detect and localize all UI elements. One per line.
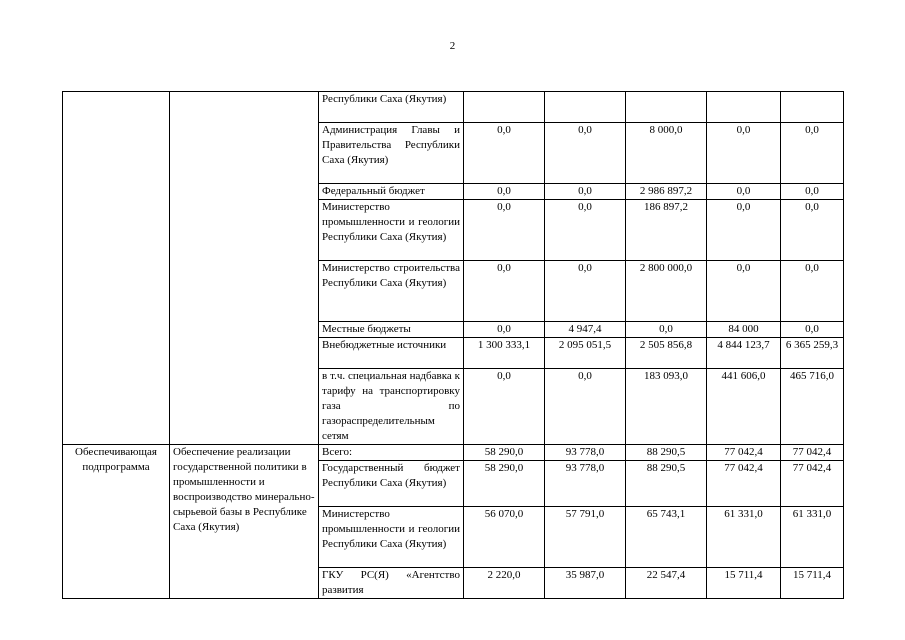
value-cell: 0,0: [626, 322, 707, 338]
value-cell: [781, 92, 844, 123]
value-cell: 15 711,4: [781, 568, 844, 599]
value-cell: 0,0: [707, 200, 781, 261]
value-cell: 88 290,5: [626, 445, 707, 461]
value-cell: 186 897,2: [626, 200, 707, 261]
value-cell: 77 042,4: [781, 461, 844, 507]
value-cell: 0,0: [464, 369, 545, 445]
funding-source: Администрация Главы и Правительства Республики Саха (Якутия): [319, 123, 464, 184]
value-cell: 6 365 259,3: [781, 338, 844, 369]
value-cell: 2 505 856,8: [626, 338, 707, 369]
value-cell: [626, 92, 707, 123]
value-cell: 465 716,0: [781, 369, 844, 445]
value-cell: 0,0: [707, 184, 781, 200]
value-cell: 0,0: [781, 123, 844, 184]
value-cell: 88 290,5: [626, 461, 707, 507]
funding-source: в т.ч. специальная надбавка к тарифу на транспортировку газа по газораспределительным сетям: [319, 369, 464, 445]
funding-table: [62, 91, 844, 599]
value-cell: [464, 92, 545, 123]
value-cell: 77 042,4: [781, 445, 844, 461]
value-cell: [545, 92, 626, 123]
value-cell: 8 000,0: [626, 123, 707, 184]
funding-source: Федеральный бюджет: [319, 184, 464, 200]
value-cell: 0,0: [781, 322, 844, 338]
value-cell: 0,0: [781, 261, 844, 322]
table-row: [63, 445, 844, 461]
program-cell-continued: [63, 92, 170, 445]
value-cell: 1 300 333,1: [464, 338, 545, 369]
funding-source: Всего:: [319, 445, 464, 461]
value-cell: 0,0: [464, 322, 545, 338]
funding-source: Местные бюджеты: [319, 322, 464, 338]
value-cell: 0,0: [464, 200, 545, 261]
value-cell: 35 987,0: [545, 568, 626, 599]
funding-source: Министерство промышленности и геологии Республики Саха (Якутия): [319, 507, 464, 568]
value-cell: 57 791,0: [545, 507, 626, 568]
value-cell: 183 093,0: [626, 369, 707, 445]
value-cell: 0,0: [545, 261, 626, 322]
value-cell: 58 290,0: [464, 445, 545, 461]
program-description: Обеспечение реализации государственной политики в промышленности и воспроизводство минерально-сырьевой базы в Республике Саха (Якутия): [170, 445, 319, 599]
value-cell: 0,0: [781, 200, 844, 261]
table-row: [63, 92, 844, 123]
value-cell: 0,0: [781, 184, 844, 200]
value-cell: 0,0: [545, 369, 626, 445]
funding-source: Министерство строительства Республики Саха (Якутия): [319, 261, 464, 322]
funding-source: Республики Саха (Якутия): [319, 92, 464, 123]
description-cell-continued: [170, 92, 319, 445]
value-cell: 0,0: [464, 184, 545, 200]
value-cell: 0,0: [545, 123, 626, 184]
value-cell: 2 220,0: [464, 568, 545, 599]
value-cell: 61 331,0: [781, 507, 844, 568]
value-cell: 441 606,0: [707, 369, 781, 445]
value-cell: 61 331,0: [707, 507, 781, 568]
value-cell: 56 070,0: [464, 507, 545, 568]
value-cell: 2 986 897,2: [626, 184, 707, 200]
value-cell: 15 711,4: [707, 568, 781, 599]
funding-source: Внебюджетные источники: [319, 338, 464, 369]
program-name: Обеспечивающая подпрограмма: [63, 445, 170, 599]
value-cell: 0,0: [545, 184, 626, 200]
value-cell: 93 778,0: [545, 445, 626, 461]
value-cell: 0,0: [707, 123, 781, 184]
value-cell: 4 844 123,7: [707, 338, 781, 369]
funding-source: ГКУ РС(Я) «Агентство развития: [319, 568, 464, 599]
value-cell: 0,0: [707, 261, 781, 322]
value-cell: [707, 92, 781, 123]
value-cell: 93 778,0: [545, 461, 626, 507]
value-cell: 58 290,0: [464, 461, 545, 507]
value-cell: 2 095 051,5: [545, 338, 626, 369]
value-cell: 65 743,1: [626, 507, 707, 568]
funding-source: Государственный бюджет Республики Саха (Якутия): [319, 461, 464, 507]
funding-source: Министерство промышленности и геологии Республики Саха (Якутия): [319, 200, 464, 261]
value-cell: 4 947,4: [545, 322, 626, 338]
value-cell: 22 547,4: [626, 568, 707, 599]
value-cell: 0,0: [545, 200, 626, 261]
value-cell: 84 000: [707, 322, 781, 338]
value-cell: 0,0: [464, 123, 545, 184]
value-cell: 77 042,4: [707, 445, 781, 461]
value-cell: 2 800 000,0: [626, 261, 707, 322]
page-number: 2: [449, 40, 456, 52]
value-cell: 77 042,4: [707, 461, 781, 507]
value-cell: 0,0: [464, 261, 545, 322]
